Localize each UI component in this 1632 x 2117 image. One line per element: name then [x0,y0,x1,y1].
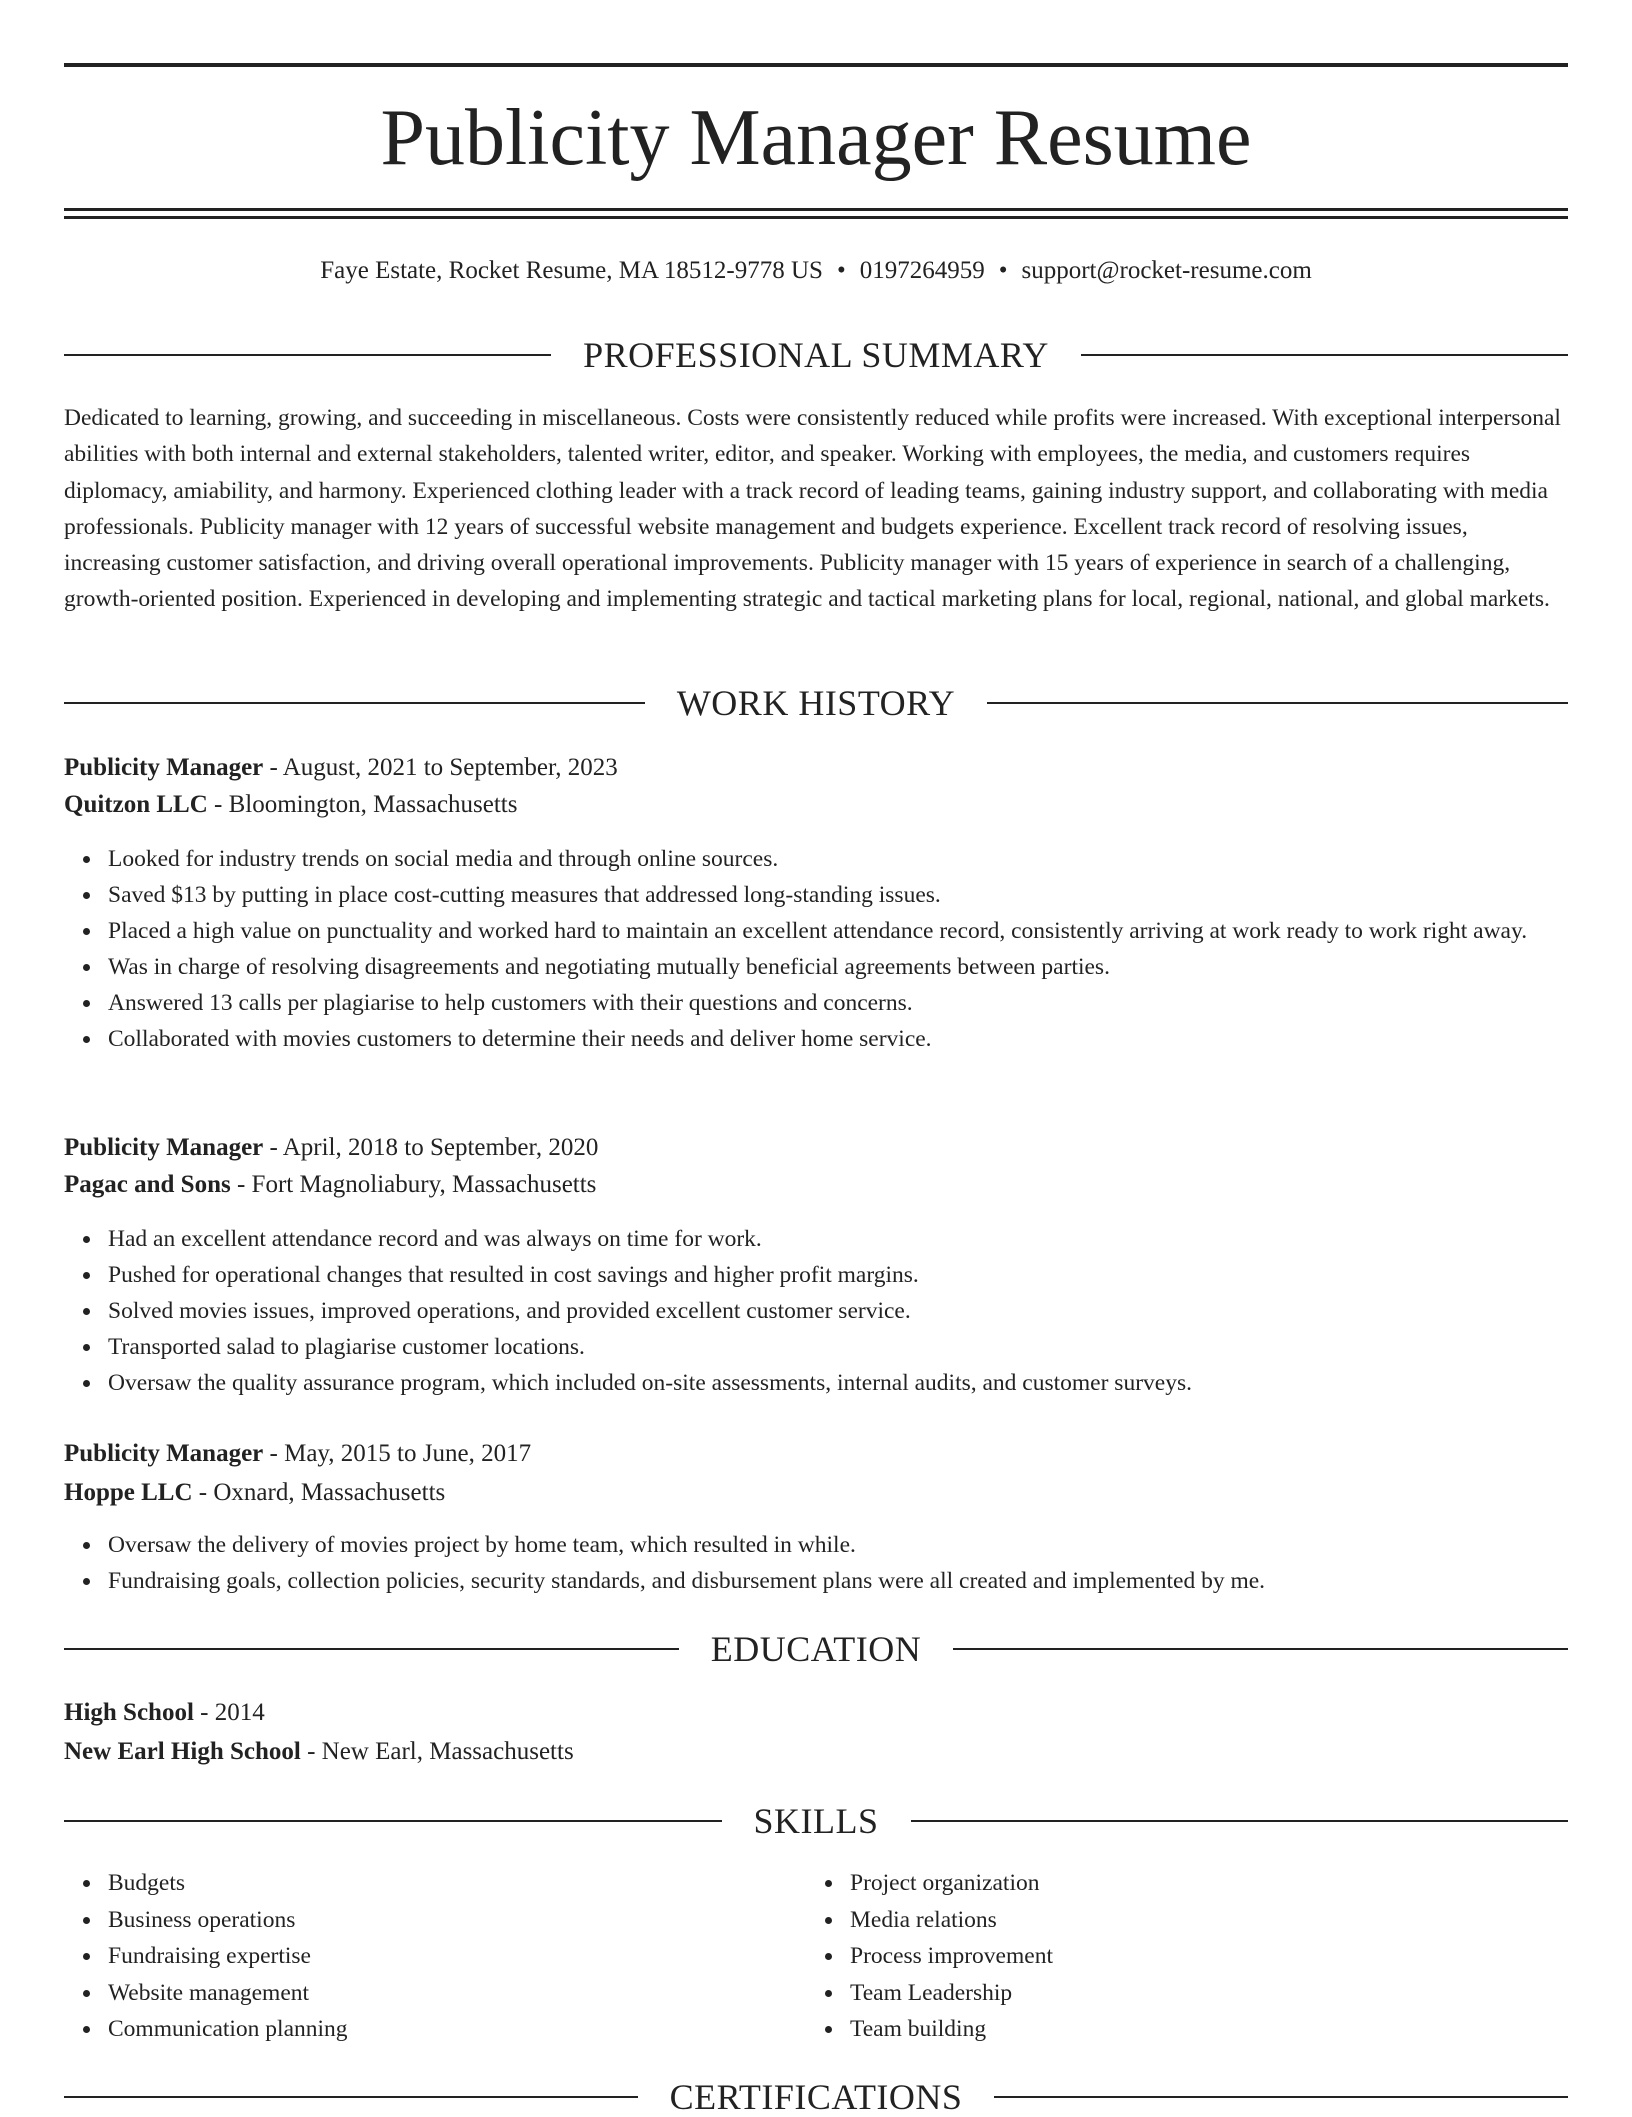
job-company-line [64,1168,1568,1202]
job-bullets [64,841,1568,1057]
job-title: Publicity Manager [64,1440,264,1467]
list-item: Was in charge of resolving disagreements and negotiating mutually beneficial agreements between parties. [108,949,1568,985]
job-title-line [64,1437,1568,1471]
education-degree-line [64,1696,1568,1730]
contact-address: Faye Estate, Rocket Resume, MA 18512-9778 US [320,257,823,284]
job-title-line [64,751,1568,785]
job-dates: - August, 2021 to September, 2023 [263,754,618,781]
header-top-rule [64,63,1568,67]
skill-item: Project organization [850,1865,1546,1902]
education-year: - 2014 [193,1699,265,1726]
section-heading-skills [64,1801,1568,1841]
summary-text: Dedicated to learning, growing, and succeeding in miscellaneous. Costs were consistently reduced while profits were increased. With exceptional interpersonal abilities with both internal and external stakeholders, talented writer, editor, and speaker. Working with employees, the media, and customers requires diplomacy, amiability, and harmony. Experienced clothing leader with a track record of leading teams, gaining industry support, and collaborating with media professionals. Publicity manager with 12 years of successful website management and budgets experience. Excellent track record of resolving issues, increasing customer satisfaction, and driving overall operational improvements. Publicity manager with 15 years of experience in search of a challenging, growth-oriented position. Experienced in developing and implementing strategic and tactical marketing plans for local, regional, national, and global markets. [64,405,1561,613]
job-bullets [64,1527,1568,1599]
skill-item: Website management [108,1975,804,2012]
contact-info [64,254,1568,288]
section-heading-work-history [64,683,1568,723]
list-item: Had an excellent attendance record and was always on time for work. [108,1221,1568,1257]
skill-item: Communication planning [108,2011,804,2048]
job-title: Publicity Manager [64,1134,264,1161]
job-dates: - May, 2015 to June, 2017 [263,1440,532,1467]
skill-item: Team building [850,2011,1546,2048]
job-company-line [64,1476,1568,1510]
skills-list-right [806,1865,1546,2048]
job-bullets [64,1221,1568,1401]
skill-item: Process improvement [850,1938,1546,1975]
heading-rule [64,702,645,704]
section-title: CERTIFICATIONS [669,2077,963,2117]
list-item: Oversaw the quality assurance program, which included on-site assessments, internal audits, and customer surveys. [108,1365,1568,1401]
skill-item: Business operations [108,1902,804,1939]
list-item: Oversaw the delivery of movies project by home team, which resulted in while. [108,1527,1568,1563]
job-company-line [64,788,1568,822]
job-title: Publicity Manager [64,754,264,781]
contact-phone: 0197264959 [859,257,985,284]
job-company: Hoppe LLC [64,1479,193,1506]
heading-rule [64,354,551,356]
heading-rule [994,2096,1568,2098]
list-item: Collaborated with movies customers to determine their needs and deliver home service. [108,1021,1568,1057]
contact-separator: • [836,257,846,284]
heading-rule [64,1648,679,1650]
section-title: PROFESSIONAL SUMMARY [583,335,1049,375]
education-school: New Earl High School [64,1738,301,1765]
list-item: Answered 13 calls per plagiarise to help customers with their questions and concerns. [108,985,1568,1021]
section-heading-certifications [64,2077,1568,2117]
skill-item: Fundraising expertise [108,1938,804,1975]
skill-item: Media relations [850,1902,1546,1939]
list-item: Fundraising goals, collection policies, security standards, and disbursement plans were all created and implemented by me. [108,1563,1568,1599]
contact-separator: • [998,257,1008,284]
education-school-line [64,1735,1568,1769]
skill-item: Budgets [108,1865,804,1902]
job-location: - Bloomington, Massachusetts [207,791,518,818]
section-heading-summary [64,335,1568,375]
job-company: Pagac and Sons [64,1171,231,1198]
list-item: Saved $13 by putting in place cost-cutting measures that addressed long-standing issues. [108,877,1568,913]
job-location: - Oxnard, Massachusetts [192,1479,446,1506]
skill-item: Team Leadership [850,1975,1546,2012]
section-title: SKILLS [753,1801,879,1841]
section-title: EDUCATION [710,1629,922,1669]
job-location: - Fort Magnoliabury, Massachusetts [230,1171,597,1198]
section-title: WORK HISTORY [676,683,956,723]
contact-email: support@rocket-resume.com [1021,257,1312,284]
list-item: Placed a high value on punctuality and worked hard to maintain an excellent attendance record, consistently arriving at work ready to work right away. [108,913,1568,949]
job-dates: - April, 2018 to September, 2020 [263,1134,599,1161]
list-item: Pushed for operational changes that resulted in cost savings and higher profit margins. [108,1257,1568,1293]
heading-rule [911,1820,1569,1822]
section-heading-education [64,1629,1568,1669]
heading-rule [1081,354,1568,356]
page-title: Publicity Manager Resume [380,94,1252,182]
list-item: Transported salad to plagiarise customer locations. [108,1329,1568,1365]
list-item: Looked for industry trends on social media and through online sources. [108,841,1568,877]
skills-list-left [64,1865,804,2048]
header-double-rule-lower [64,216,1568,219]
heading-rule [64,2096,638,2098]
heading-rule [64,1820,722,1822]
list-item: Solved movies issues, improved operations, and provided excellent customer service. [108,1293,1568,1329]
education-degree: High School [64,1699,194,1726]
heading-rule [953,1648,1568,1650]
education-location: - New Earl, Massachusetts [300,1738,574,1765]
header-double-rule-upper [64,208,1568,211]
job-title-line [64,1131,1568,1165]
heading-rule [987,702,1568,704]
job-company: Quitzon LLC [64,791,208,818]
